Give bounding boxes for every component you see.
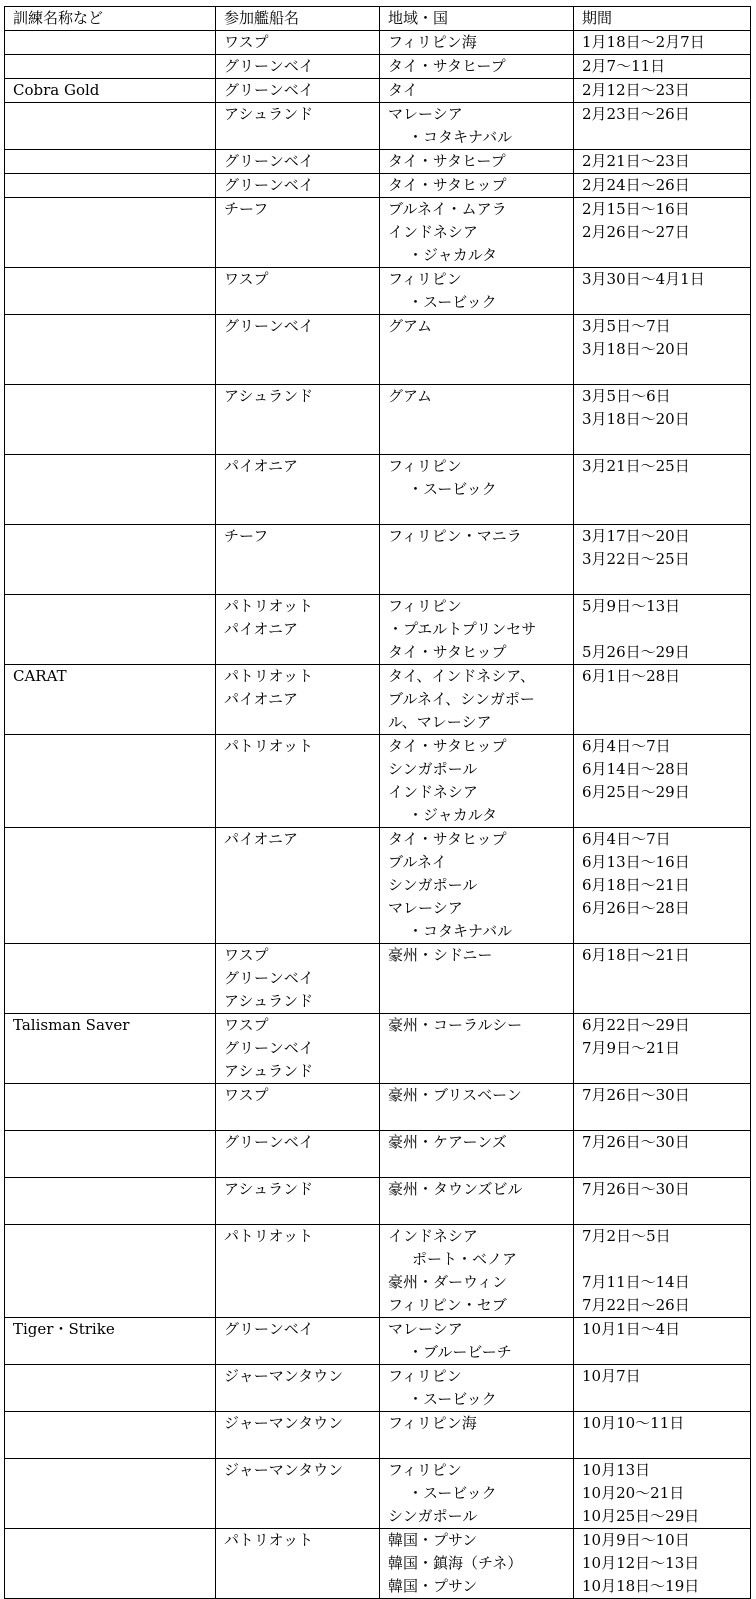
cell-exercise bbox=[5, 1014, 216, 1084]
cell-exercise bbox=[5, 1459, 216, 1529]
cell-ships-line: ワスプ bbox=[224, 270, 269, 288]
cell-region-line: フィリピン bbox=[388, 270, 462, 288]
cell-exercise bbox=[5, 1131, 216, 1178]
cell-period-line: 6月22日～29日 bbox=[582, 1016, 690, 1034]
cell-region-line: フィリピン bbox=[388, 597, 462, 615]
cell-period-line: 2月7～11日 bbox=[582, 57, 666, 75]
table-row bbox=[5, 828, 751, 944]
cell-ships-line: アシュランド bbox=[224, 1180, 314, 1198]
cell-ships-line: グリーンベイ bbox=[224, 152, 314, 170]
cell-ships-line: グリーンベイ bbox=[224, 81, 314, 99]
cell-period-line: 6月26日～28日 bbox=[582, 899, 690, 917]
cell-period-line: 3月18日～20日 bbox=[582, 410, 690, 428]
deployment-table bbox=[4, 6, 751, 1599]
cell-region-line: ブルネイ・ムアラ bbox=[388, 200, 507, 218]
cell-period-line: 10月7日 bbox=[582, 1367, 641, 1385]
cell-ships bbox=[216, 31, 380, 55]
table-row bbox=[5, 1084, 751, 1131]
cell-region-line: インドネシア bbox=[388, 1227, 478, 1245]
cell-ships bbox=[216, 735, 380, 828]
cell-period bbox=[574, 198, 751, 268]
cell-region-line: フィリピン海 bbox=[388, 33, 477, 51]
cell-region bbox=[380, 828, 574, 944]
cell-period-line: 6月18日～21日 bbox=[582, 876, 690, 894]
cell-ships-line: アシュランド bbox=[224, 1062, 314, 1080]
cell-period-line: 6月14日～28日 bbox=[582, 760, 690, 778]
cell-region bbox=[380, 1459, 574, 1529]
cell-region-line: ・スービック bbox=[408, 293, 497, 311]
cell-region bbox=[380, 268, 574, 315]
cell-ships bbox=[216, 1131, 380, 1178]
cell-ships-line: アシュランド bbox=[224, 992, 314, 1010]
cell-period-line: 7月11日～14日 bbox=[582, 1273, 690, 1291]
cell-ships-line: パトリオット bbox=[224, 597, 314, 615]
cell-ships bbox=[216, 1084, 380, 1131]
cell-ships bbox=[216, 1014, 380, 1084]
cell-period bbox=[574, 1084, 751, 1131]
cell-region-line: フィリピン海 bbox=[388, 1414, 477, 1432]
cell-period-line: 3月22日～25日 bbox=[582, 550, 690, 568]
table-row bbox=[5, 315, 751, 385]
cell-region bbox=[380, 1365, 574, 1412]
cell-region-line: タイ bbox=[388, 81, 418, 99]
cell-ships bbox=[216, 828, 380, 944]
cell-ships-line: ワスプ bbox=[224, 1016, 269, 1034]
cell-ships bbox=[216, 595, 380, 665]
cell-ships bbox=[216, 198, 380, 268]
table-row bbox=[5, 455, 751, 525]
cell-ships-line: グリーンベイ bbox=[224, 1039, 314, 1057]
cell-region-line: フィリピン bbox=[388, 1367, 462, 1385]
cell-period bbox=[574, 1178, 751, 1225]
cell-ships-line: ワスプ bbox=[224, 1086, 269, 1104]
table-row bbox=[5, 385, 751, 455]
cell-ships-line: ジャーマンタウン bbox=[224, 1461, 344, 1479]
cell-period bbox=[574, 944, 751, 1014]
cell-period-line: 2月23日～26日 bbox=[582, 105, 690, 123]
cell-ships bbox=[216, 315, 380, 385]
cell-period-line: 7月2日～5日 bbox=[582, 1227, 671, 1245]
table-row bbox=[5, 1225, 751, 1318]
cell-period-line: 3月5日～6日 bbox=[582, 387, 671, 405]
cell-period-line: 1月18日～2月7日 bbox=[582, 33, 705, 51]
cell-ships bbox=[216, 385, 380, 455]
cell-region bbox=[380, 1178, 574, 1225]
cell-period-line: 5月26日～29日 bbox=[582, 643, 690, 661]
cell-region bbox=[380, 595, 574, 665]
cell-period bbox=[574, 828, 751, 944]
cell-period-line: 3月18日～20日 bbox=[582, 340, 690, 358]
cell-exercise bbox=[5, 103, 216, 150]
cell-region bbox=[380, 174, 574, 198]
cell-ships-line: パイオニア bbox=[224, 830, 298, 848]
cell-region bbox=[380, 525, 574, 595]
cell-period bbox=[574, 1318, 751, 1365]
cell-exercise bbox=[5, 385, 216, 455]
cell-region-line: 豪州・ダーウィン bbox=[388, 1273, 508, 1291]
cell-exercise bbox=[5, 525, 216, 595]
cell-ships-line: ワスプ bbox=[224, 33, 269, 51]
cell-period bbox=[574, 665, 751, 735]
cell-ships-line: パイオニア bbox=[224, 620, 298, 638]
cell-ships bbox=[216, 103, 380, 150]
cell-region bbox=[380, 103, 574, 150]
cell-region bbox=[380, 1131, 574, 1178]
table-row bbox=[5, 1131, 751, 1178]
cell-ships bbox=[216, 1225, 380, 1318]
cell-exercise bbox=[5, 1084, 216, 1131]
cell-period-line: 6月13日～16日 bbox=[582, 853, 690, 871]
cell-period bbox=[574, 55, 751, 79]
cell-exercise bbox=[5, 944, 216, 1014]
table-row bbox=[5, 1365, 751, 1412]
cell-period-line: 2月26日～27日 bbox=[582, 223, 690, 241]
cell-ships-line: パトリオット bbox=[224, 737, 314, 755]
cell-period-line: 2月12日～23日 bbox=[582, 81, 690, 99]
cell-period-line: 3月5日～7日 bbox=[582, 317, 671, 335]
cell-period-line: 5月9日～13日 bbox=[582, 597, 681, 615]
table-row bbox=[5, 198, 751, 268]
cell-period bbox=[574, 268, 751, 315]
cell-period bbox=[574, 103, 751, 150]
cell-ships bbox=[216, 1529, 380, 1599]
cell-exercise bbox=[5, 1225, 216, 1318]
cell-exercise bbox=[5, 665, 216, 735]
table-row bbox=[5, 595, 751, 665]
cell-region-line: ・プエルトプリンセサ bbox=[388, 620, 537, 638]
cell-region-line: 韓国・鎮海（チネ） bbox=[388, 1554, 523, 1572]
cell-region-line: ・コタキナバル bbox=[408, 922, 513, 940]
cell-period-line: 2月15日～16日 bbox=[582, 200, 690, 218]
cell-region bbox=[380, 1412, 574, 1459]
table-row bbox=[5, 735, 751, 828]
cell-region-line: タイ、インドネシア、 bbox=[388, 667, 536, 685]
cell-exercise bbox=[5, 455, 216, 525]
header-region: 地域・国 bbox=[380, 7, 574, 31]
cell-ships-line: グリーンベイ bbox=[224, 1320, 314, 1338]
cell-exercise-line: CARAT bbox=[13, 667, 67, 685]
cell-region-line: ポート・ベノア bbox=[412, 1250, 518, 1268]
cell-period bbox=[574, 1131, 751, 1178]
table-row bbox=[5, 103, 751, 150]
header-period: 期間 bbox=[574, 7, 751, 31]
cell-region-line: グアム bbox=[388, 387, 432, 405]
cell-ships bbox=[216, 79, 380, 103]
table-row bbox=[5, 1014, 751, 1084]
table-row bbox=[5, 525, 751, 595]
cell-ships bbox=[216, 174, 380, 198]
cell-region-line: インドネシア bbox=[388, 783, 478, 801]
cell-ships-line: ジャーマンタウン bbox=[224, 1414, 344, 1432]
cell-region-line: ブルネイ bbox=[388, 853, 447, 871]
cell-region-line: 韓国・プサン bbox=[388, 1531, 478, 1549]
cell-period bbox=[574, 174, 751, 198]
cell-region-line: 豪州・ブリスベーン bbox=[388, 1086, 522, 1104]
cell-period bbox=[574, 1014, 751, 1084]
header-exercise: 訓練名称など bbox=[5, 7, 216, 31]
cell-ships-line: チーフ bbox=[224, 527, 269, 545]
cell-region-line: マレーシア bbox=[388, 105, 463, 123]
cell-region bbox=[380, 735, 574, 828]
cell-period-line: 10月10～11日 bbox=[582, 1414, 685, 1432]
cell-region-line: ・ブルービーチ bbox=[408, 1343, 512, 1361]
cell-region-line: マレーシア bbox=[388, 1320, 463, 1338]
cell-period-line bbox=[582, 1248, 750, 1271]
cell-period-line: 6月4日～7日 bbox=[582, 830, 671, 848]
cell-region-line: ・ジャカルタ bbox=[408, 806, 498, 824]
cell-region bbox=[380, 1529, 574, 1599]
cell-region-line: フィリピン・マニラ bbox=[388, 527, 522, 545]
cell-exercise bbox=[5, 315, 216, 385]
cell-period bbox=[574, 455, 751, 525]
cell-ships-line: パイオニア bbox=[224, 690, 298, 708]
table-row bbox=[5, 150, 751, 174]
cell-region bbox=[380, 665, 574, 735]
cell-region-line: タイ・サタヒープ bbox=[388, 57, 506, 75]
cell-exercise bbox=[5, 1178, 216, 1225]
cell-ships-line: パトリオット bbox=[224, 1531, 314, 1549]
cell-region bbox=[380, 79, 574, 103]
cell-period-line: 6月18日～21日 bbox=[582, 946, 690, 964]
cell-region-line: 豪州・シドニー bbox=[388, 946, 493, 964]
cell-exercise bbox=[5, 150, 216, 174]
cell-region bbox=[380, 385, 574, 455]
table-header-row bbox=[5, 7, 751, 31]
table-row bbox=[5, 31, 751, 55]
cell-region-line: 豪州・ケアーンズ bbox=[388, 1133, 507, 1151]
table-row bbox=[5, 1412, 751, 1459]
cell-ships bbox=[216, 1459, 380, 1529]
cell-region-line: 豪州・タウンズビル bbox=[388, 1180, 523, 1198]
table-row bbox=[5, 55, 751, 79]
cell-region-line: フィリピン bbox=[388, 457, 462, 475]
table-row bbox=[5, 1178, 751, 1225]
cell-exercise bbox=[5, 79, 216, 103]
cell-region-line: マレーシア bbox=[388, 899, 463, 917]
cell-region-line: タイ・サタヒップ bbox=[388, 830, 507, 848]
cell-region-line: ル、マレーシア bbox=[388, 713, 492, 731]
cell-ships bbox=[216, 665, 380, 735]
cell-region-line: シンガポール bbox=[388, 760, 478, 778]
table-row bbox=[5, 79, 751, 103]
cell-region-line: グアム bbox=[388, 317, 432, 335]
cell-exercise bbox=[5, 55, 216, 79]
cell-exercise bbox=[5, 1318, 216, 1365]
cell-exercise-line: Tiger・Strike bbox=[13, 1320, 115, 1338]
cell-exercise bbox=[5, 1412, 216, 1459]
cell-ships bbox=[216, 525, 380, 595]
cell-period bbox=[574, 525, 751, 595]
cell-region-line: インドネシア bbox=[388, 223, 478, 241]
cell-ships-line: パイオニア bbox=[224, 457, 298, 475]
cell-period-line: 7月22日～26日 bbox=[582, 1296, 690, 1314]
cell-ships-line: ワスプ bbox=[224, 946, 269, 964]
cell-region-line: シンガポール bbox=[388, 876, 478, 894]
cell-ships bbox=[216, 55, 380, 79]
cell-period bbox=[574, 385, 751, 455]
cell-ships bbox=[216, 1318, 380, 1365]
cell-period-line: 6月1日～28日 bbox=[582, 667, 681, 685]
header-ships: 参加艦船名 bbox=[216, 7, 380, 31]
cell-region-line: タイ・サタヒップ bbox=[388, 737, 507, 755]
cell-ships bbox=[216, 1412, 380, 1459]
cell-region-line: ・スービック bbox=[408, 1390, 497, 1408]
table-row bbox=[5, 174, 751, 198]
cell-period bbox=[574, 31, 751, 55]
cell-region bbox=[380, 1084, 574, 1131]
cell-exercise bbox=[5, 735, 216, 828]
cell-period bbox=[574, 1459, 751, 1529]
cell-period bbox=[574, 150, 751, 174]
cell-period-line: 6月25日～29日 bbox=[582, 783, 690, 801]
table-row bbox=[5, 1318, 751, 1365]
cell-ships-line: ジャーマンタウン bbox=[224, 1367, 344, 1385]
cell-period bbox=[574, 1529, 751, 1599]
cell-ships-line: グリーンベイ bbox=[224, 176, 314, 194]
cell-period bbox=[574, 735, 751, 828]
table-row bbox=[5, 1529, 751, 1599]
cell-region bbox=[380, 31, 574, 55]
cell-exercise bbox=[5, 1365, 216, 1412]
cell-exercise bbox=[5, 198, 216, 268]
cell-period-line: 7月26日～30日 bbox=[582, 1180, 690, 1198]
cell-region bbox=[380, 315, 574, 385]
cell-region bbox=[380, 55, 574, 79]
cell-region bbox=[380, 455, 574, 525]
cell-period-line: 10月20～21日 bbox=[582, 1484, 685, 1502]
cell-period-line: 10月12日～13日 bbox=[582, 1554, 700, 1572]
cell-region bbox=[380, 944, 574, 1014]
table-row bbox=[5, 1459, 751, 1529]
cell-period-line: 2月21日～23日 bbox=[582, 152, 690, 170]
cell-ships-line: グリーンベイ bbox=[224, 57, 314, 75]
cell-period-line: 3月17日～20日 bbox=[582, 527, 690, 545]
cell-period bbox=[574, 315, 751, 385]
cell-ships-line: アシュランド bbox=[224, 387, 314, 405]
cell-exercise bbox=[5, 174, 216, 198]
cell-ships bbox=[216, 455, 380, 525]
cell-region-line: シンガポール bbox=[388, 1507, 478, 1525]
cell-period bbox=[574, 1365, 751, 1412]
cell-region bbox=[380, 198, 574, 268]
cell-region bbox=[380, 150, 574, 174]
cell-period-line: 7月26日～30日 bbox=[582, 1133, 690, 1151]
cell-ships bbox=[216, 1365, 380, 1412]
cell-period-line: 10月9日～10日 bbox=[582, 1531, 690, 1549]
cell-period-line: 10月1日～4日 bbox=[582, 1320, 681, 1338]
cell-ships-line: チーフ bbox=[224, 200, 269, 218]
cell-exercise bbox=[5, 595, 216, 665]
cell-region bbox=[380, 1014, 574, 1084]
table-row bbox=[5, 944, 751, 1014]
cell-period bbox=[574, 79, 751, 103]
cell-region-line: ブルネイ、シンガポー bbox=[388, 690, 535, 708]
cell-region-line: ・スービック bbox=[408, 1484, 497, 1502]
cell-region-line: ・コタキナバル bbox=[408, 128, 513, 146]
cell-ships bbox=[216, 944, 380, 1014]
cell-region-line: タイ・サタヒープ bbox=[388, 152, 506, 170]
cell-region-line: 韓国・プサン bbox=[388, 1577, 478, 1595]
table-row bbox=[5, 665, 751, 735]
cell-ships-line: パトリオット bbox=[224, 667, 314, 685]
cell-ships bbox=[216, 1178, 380, 1225]
cell-exercise bbox=[5, 828, 216, 944]
cell-region-line: タイ・サタヒップ bbox=[388, 643, 507, 661]
cell-period bbox=[574, 1412, 751, 1459]
cell-period bbox=[574, 595, 751, 665]
cell-period-line: 10月25日～29日 bbox=[582, 1507, 700, 1525]
cell-period-line: 10月18日～19日 bbox=[582, 1577, 700, 1595]
cell-ships-line: アシュランド bbox=[224, 105, 314, 123]
cell-period-line: 3月30日～4月1日 bbox=[582, 270, 705, 288]
cell-ships-line: グリーンベイ bbox=[224, 317, 314, 335]
cell-exercise-line: Cobra Gold bbox=[13, 81, 100, 99]
cell-region-line: ・ジャカルタ bbox=[408, 246, 498, 264]
cell-period-line: 10月13日 bbox=[582, 1461, 651, 1479]
cell-period bbox=[574, 1225, 751, 1318]
cell-exercise bbox=[5, 268, 216, 315]
cell-period-line bbox=[582, 618, 750, 641]
cell-region-line: フィリピン bbox=[388, 1461, 462, 1479]
cell-region-line: ・スービック bbox=[408, 480, 497, 498]
cell-ships bbox=[216, 268, 380, 315]
cell-period-line: 3月21日～25日 bbox=[582, 457, 690, 475]
cell-period-line: 2月24日～26日 bbox=[582, 176, 690, 194]
cell-exercise bbox=[5, 31, 216, 55]
cell-period-line: 7月26日～30日 bbox=[582, 1086, 690, 1104]
cell-exercise-line: Talisman Saver bbox=[13, 1016, 130, 1034]
cell-region-line: 豪州・コーラルシー bbox=[388, 1016, 523, 1034]
cell-ships bbox=[216, 150, 380, 174]
cell-region bbox=[380, 1225, 574, 1318]
cell-ships-line: パトリオット bbox=[224, 1227, 314, 1245]
cell-period-line: 7月9日～21日 bbox=[582, 1039, 681, 1057]
cell-exercise bbox=[5, 1529, 216, 1599]
table-body bbox=[5, 31, 751, 1599]
table-row bbox=[5, 268, 751, 315]
cell-region-line: タイ・サタヒップ bbox=[388, 176, 507, 194]
cell-period-line: 6月4日～7日 bbox=[582, 737, 671, 755]
cell-ships-line: グリーンベイ bbox=[224, 969, 314, 987]
cell-ships-line: グリーンベイ bbox=[224, 1133, 314, 1151]
cell-region bbox=[380, 1318, 574, 1365]
cell-region-line: フィリピン・セブ bbox=[388, 1296, 507, 1314]
